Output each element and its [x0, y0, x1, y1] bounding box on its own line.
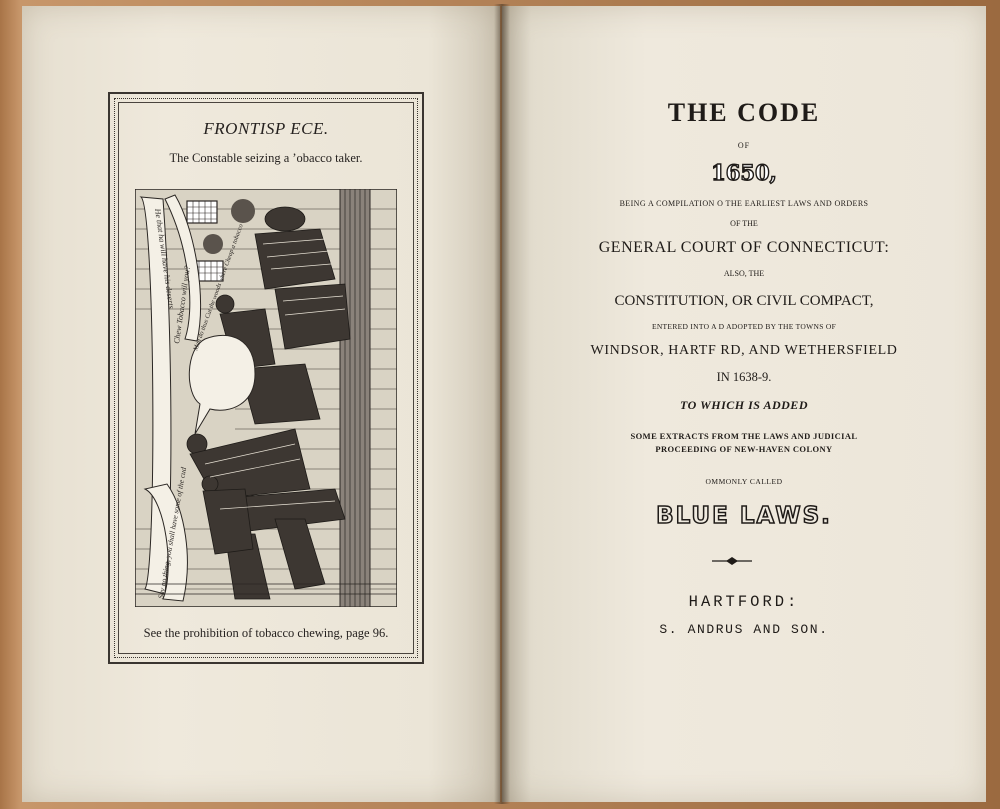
title-towns: WINDSOR, HARTF RD, AND WETHERSFIELD: [590, 343, 898, 358]
speech-bubble-4: Say no thing, you shall have some of the cud: [156, 466, 189, 600]
title-also: ALSO, THE: [723, 269, 765, 278]
title-commonly-called: OMMONLY CALLED: [705, 477, 783, 486]
engraving-illustration: [135, 189, 397, 607]
title-entered: ENTERED INTO A D ADOPTED BY THE TOWNS OF: [651, 322, 837, 331]
frontispiece-subtitle: The Constable seizing a ʼobacco taker.: [169, 151, 363, 165]
title-city: HARTFORD:: [688, 593, 800, 611]
title-constitution: CONSTITUTION, OR CIVIL COMPACT,: [614, 293, 874, 309]
title-compilation: BEING A COMPILATION O THE EARLIEST LAWS AND ORDERS: [619, 199, 869, 208]
title-proceeding: PROCEEDING OF NEW-HAVEN COLONY: [655, 444, 833, 454]
title-general-court: GENERAL COURT OF CONNECTICUT:: [598, 239, 890, 256]
title-publisher: S. ANDRUS AND SON.: [659, 622, 829, 637]
title-main: THE CODE: [667, 98, 821, 127]
title-extracts: SOME EXTRACTS FROM THE LAWS AND JUDICIAL: [630, 431, 858, 441]
title-blue-laws: BLUE LAWS.: [656, 503, 832, 529]
ornament-divider-icon: [712, 556, 752, 566]
frontispiece-frame: [108, 92, 424, 664]
speech-bubble-1: He that ha will have his deserts: [153, 208, 176, 310]
title-of-the: OF THE: [730, 219, 758, 228]
speech-bubble-2: Chew Tobacco will you?: [172, 265, 192, 345]
title-added: TO WHICH IS ADDED: [680, 398, 808, 412]
frontispiece-caption: See the prohibition of tobacco chewing, page 96.: [143, 626, 389, 640]
frontispiece-heading: FRONTISP ECE.: [203, 119, 329, 138]
title-of: OF: [737, 141, 751, 150]
title-date: IN 1638-9.: [716, 370, 772, 384]
speech-bubble-3: Man do thus Cut the woods where Cheap a tobacco: [192, 223, 245, 352]
title-year: 1650,: [711, 160, 777, 185]
